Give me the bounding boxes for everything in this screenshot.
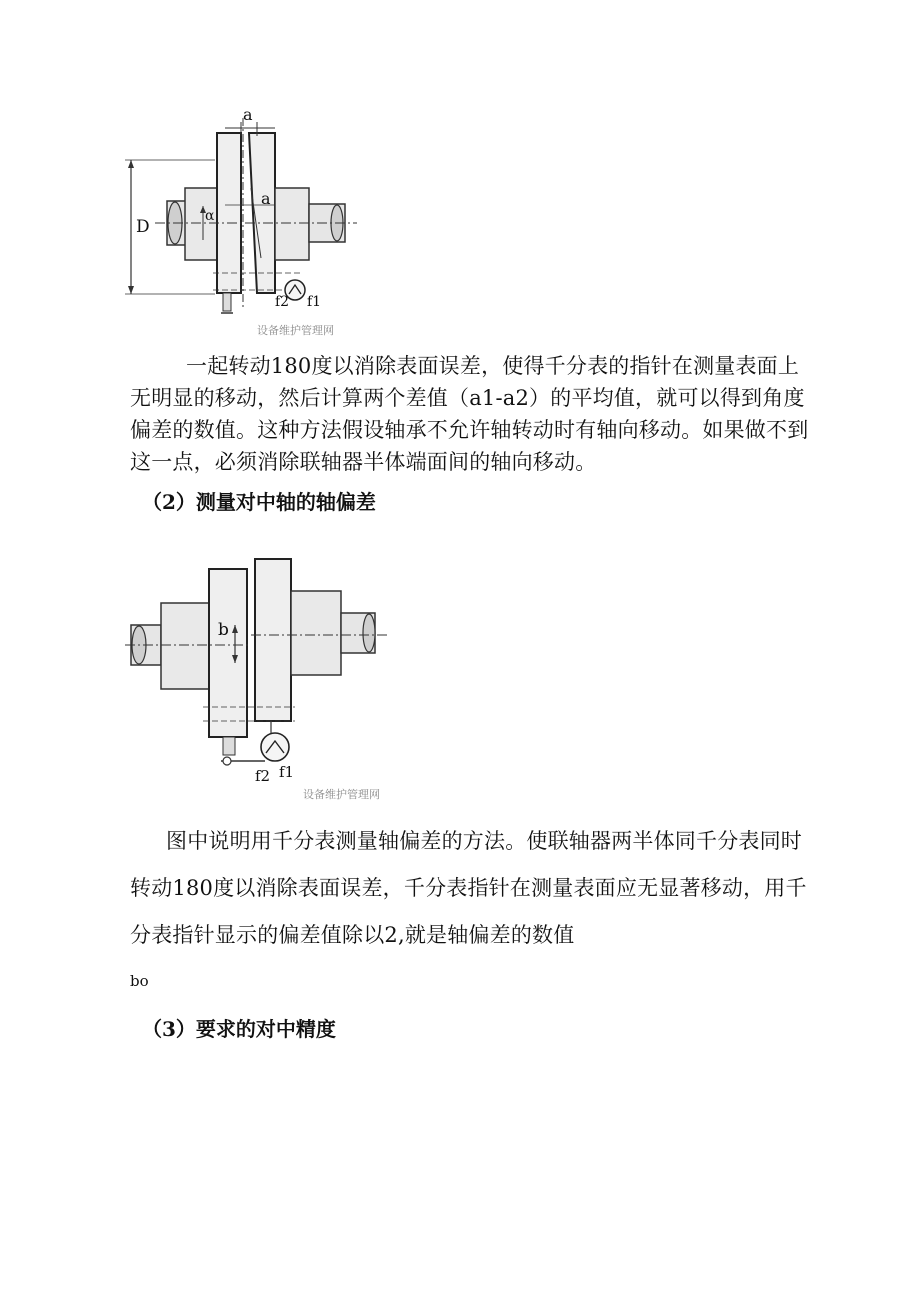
label-f1: f1: [307, 294, 322, 310]
watermark: 设备维护管理网: [303, 788, 380, 801]
paragraph-shaft-method: 图中说明用千分表测量轴偏差的方法。使联轴器两半体同千分表同时转动180度以消除表面误差，千分表指针在测量表面应无显著移动，用千分表指针显示的偏差值除以2,就是轴偏差的数值: [130, 829, 807, 947]
stray-text: bo: [130, 972, 149, 990]
label-f2: f2: [275, 294, 290, 310]
label-a-top: a: [243, 108, 253, 124]
figure-angular-deviation: [125, 108, 365, 340]
section-heading-2: （2）测量对中轴的轴偏差: [142, 490, 376, 514]
figure-shaft-deviation: [125, 555, 390, 805]
label-alpha: α: [205, 208, 215, 224]
watermark: 设备维护管理网: [257, 324, 334, 337]
label-D: D: [136, 217, 150, 237]
section-heading-3: （3）要求的对中精度: [142, 1017, 336, 1041]
label-f1: f1: [279, 763, 295, 781]
coupling-diagram-2: [125, 555, 390, 805]
label-f2: f2: [255, 767, 271, 785]
label-b: b: [218, 620, 229, 640]
coupling-diagram-1: [125, 108, 365, 340]
label-a-mid: a: [261, 189, 271, 208]
paragraph-angular-method: 一起转动180度以消除表面误差，使得千分表的指针在测量表面上无明显的移动，然后计算两个差值（a1-a2）的平均值，就可以得到角度偏差的数值。这种方法假设轴承不允许轴转动时有轴向移动。如果做不到这一点，必须消除联轴器半体端面间的轴向移动。: [130, 354, 809, 474]
